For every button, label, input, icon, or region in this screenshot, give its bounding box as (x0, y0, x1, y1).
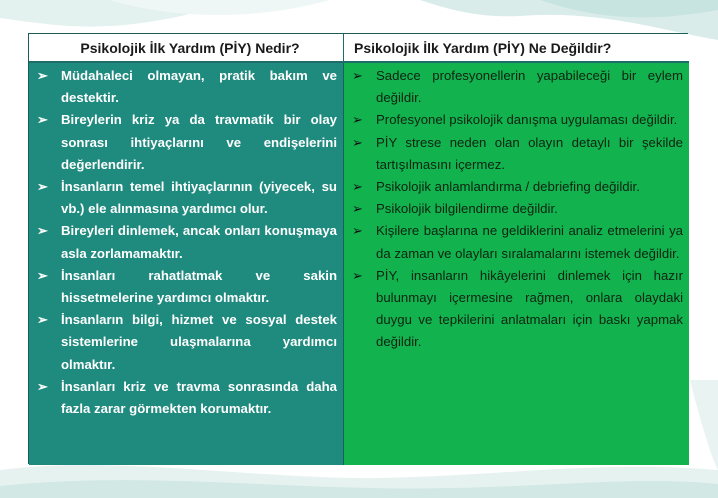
arrow-bullet-icon: ➢ (352, 223, 363, 239)
list-item-text: Bireylerin kriz ya da travmatik bir olay sonrası ihtiyaçlarını ve endişelerini değerlendirir. (61, 112, 337, 172)
list-item-text: İnsanların temel ihtiyaçlarının (yiyecek, su vb.) ele alınmasına yardımcı olur. (61, 179, 337, 217)
list-item (35, 220, 337, 264)
right-column-header: Psikolojik İlk Yardım (PİY) Ne Değildir? (344, 34, 689, 63)
arrow-bullet-icon: ➢ (352, 267, 363, 283)
arrow-bullet-icon: ➢ (37, 267, 48, 283)
left-column-header: Psikolojik İlk Yardım (PİY) Nedir? (29, 34, 344, 63)
list-item-text: İnsanları rahatlatmak ve sakin hissetmelerine yardımcı olmaktır. (61, 267, 337, 306)
list-item-text: Psikolojik bilgilendirme değildir. (376, 201, 558, 217)
arrow-bullet-icon: ➢ (37, 378, 48, 394)
comparison-table (28, 33, 688, 464)
list-item-text: İnsanların bilgi, hizmet ve sosyal destek sistemlerine ulaşmalarına yardımcı olmaktır. (61, 312, 337, 372)
arrow-bullet-icon: ➢ (37, 68, 48, 83)
list-item-text: Bireyleri dinlemek, ancak onları konuşmaya asla zorlamamaktır. (61, 223, 337, 261)
list-item-text: Sadece profesyonellerin yapabileceği bir eylem değildir. (376, 68, 683, 106)
arrow-bullet-icon: ➢ (352, 201, 363, 217)
list-item (350, 65, 683, 109)
list-item (35, 309, 337, 376)
list-item-text: PİY strese neden olan olayın detaylı bir şekilde tartışılmasını içermez. (376, 134, 683, 172)
list-item (35, 65, 337, 109)
arrow-bullet-icon: ➢ (37, 179, 48, 195)
list-item (35, 176, 337, 220)
left-column-body (29, 63, 344, 465)
list-item (350, 132, 683, 176)
arrow-bullet-icon: ➢ (352, 134, 363, 150)
left-bullet-list (35, 65, 337, 420)
list-item-text: PİY, insanların hikâyelerini dinlemek için hazır bulunmayı içermesine rağmen, onlara olaydaki duygu ve tepkilerini anlatmaları için baskı yapmak değildir. (376, 267, 683, 350)
right-bullet-list (350, 65, 683, 354)
list-item-text: Müdahaleci olmayan, pratik bakım ve destektir. (61, 68, 337, 106)
arrow-bullet-icon: ➢ (352, 179, 363, 195)
list-item-text: İnsanları kriz ve travma sonrasında daha fazla zarar görmekten korumaktır. (61, 378, 337, 417)
list-item-text: Psikolojik anlamlandırma / debriefing değildir. (376, 179, 640, 195)
right-column-body (344, 63, 689, 465)
list-item (35, 109, 337, 176)
list-item (35, 376, 337, 420)
arrow-bullet-icon: ➢ (37, 312, 48, 328)
arrow-bullet-icon: ➢ (37, 223, 48, 239)
list-item (350, 109, 683, 131)
list-item (350, 265, 683, 354)
list-item (350, 220, 683, 264)
arrow-bullet-icon: ➢ (37, 112, 48, 128)
arrow-bullet-icon: ➢ (352, 68, 363, 83)
arrow-bullet-icon: ➢ (352, 112, 363, 128)
list-item (350, 176, 683, 198)
list-item-text: Profesyonel psikolojik danışma uygulaması değildir. (376, 112, 678, 128)
list-item (35, 265, 337, 309)
list-item (350, 198, 683, 220)
list-item-text: Kişilere başlarına ne geldiklerini analiz etmelerini ya da zaman ve olayları sıralamalarını istemek değildir. (376, 223, 683, 261)
